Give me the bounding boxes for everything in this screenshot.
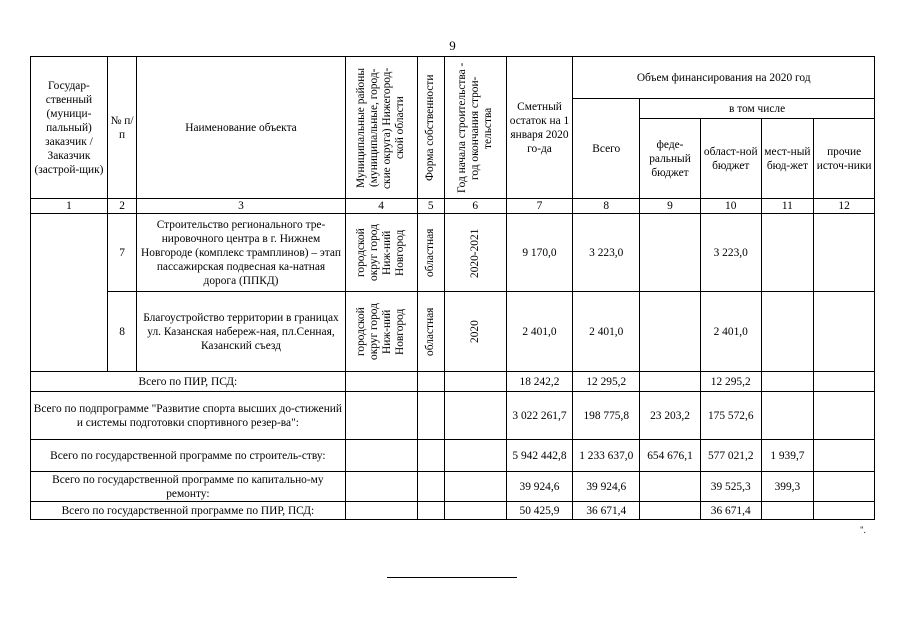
summary-total: 1 233 637,0 (573, 440, 640, 472)
summary-local (761, 502, 814, 520)
summary-rest: 18 242,2 (506, 372, 573, 392)
page-number: 9 (449, 38, 456, 53)
colnum: 7 (506, 199, 573, 214)
summary-total: 12 295,2 (573, 372, 640, 392)
summary-row (31, 440, 875, 472)
funding-total: 3 223,0 (573, 214, 640, 292)
funding-other (814, 214, 875, 292)
summary-label: Всего по ПИР, ПСД: (31, 372, 346, 392)
summary-row (31, 372, 875, 392)
summary-regional: 12 295,2 (700, 372, 761, 392)
header-local: мест-ный бюд-жет (761, 119, 814, 199)
header-other: прочие источ-ники (814, 119, 875, 199)
summary-local (761, 392, 814, 440)
summary-other (814, 392, 875, 440)
funding-local (761, 292, 814, 372)
financing-table (30, 56, 875, 520)
funding-other (814, 292, 875, 372)
funding-local (761, 214, 814, 292)
header-total: Всего (573, 99, 640, 199)
summary-regional: 36 671,4 (700, 502, 761, 520)
header-federal: феде-ральный бюджет (640, 119, 701, 199)
end-rule (387, 577, 517, 578)
header-row-1 (31, 57, 875, 99)
object-name: Строительство регионального тре-нировочного центра в г. Нижнем Новгороде (комплекс трамплинов) – этап пассажирская подвесная ка-натная дорога (ППКД) (137, 214, 345, 292)
table-row (31, 214, 875, 292)
table-row (31, 292, 875, 372)
header-estimate-rest: Сметный остаток на 1 января 2020 го-да (506, 57, 573, 199)
district: городской округ город Ниж-ний Новгород (345, 292, 417, 372)
header-regional: област-ной бюджет (700, 119, 761, 199)
header-ownership: Форма собственности (417, 57, 444, 199)
summary-rest: 5 942 442,8 (506, 440, 573, 472)
row-number: 8 (107, 292, 136, 372)
colnum: 2 (107, 199, 136, 214)
summary-local (761, 372, 814, 392)
header-number: № п/п (107, 57, 136, 199)
summary-total: 39 924,6 (573, 472, 640, 502)
closing-quote: ". (860, 525, 866, 535)
estimate-rest: 2 401,0 (506, 292, 573, 372)
header-funding: Объем финансирования на 2020 год (573, 57, 875, 99)
summary-federal (640, 502, 701, 520)
funding-regional: 3 223,0 (700, 214, 761, 292)
summary-rest: 3 022 261,7 (506, 392, 573, 440)
row-number: 7 (107, 214, 136, 292)
object-name: Благоустройство территории в границах ул. Казанская набереж-ная, пл.Сенная, Казанский съезд (137, 292, 345, 372)
column-number-row (31, 199, 875, 214)
ownership-form: областная (417, 292, 444, 372)
summary-other (814, 440, 875, 472)
summary-regional: 577 021,2 (700, 440, 761, 472)
summary-federal: 654 676,1 (640, 440, 701, 472)
summary-local: 1 939,7 (761, 440, 814, 472)
funding-total: 2 401,0 (573, 292, 640, 372)
summary-label: Всего по государственной программе по строитель-ству: (31, 440, 346, 472)
summary-other (814, 472, 875, 502)
summary-rest: 50 425,9 (506, 502, 573, 520)
summary-federal: 23 203,2 (640, 392, 701, 440)
summary-label: Всего по государственной программе по капитально-му ремонту: (31, 472, 346, 502)
customer-cell (31, 214, 108, 372)
colnum: 5 (417, 199, 444, 214)
colnum: 8 (573, 199, 640, 214)
district: городской округ город Ниж-ний Новгород (345, 214, 417, 292)
construction-years: 2020 (444, 292, 506, 372)
funding-federal (640, 214, 701, 292)
funding-regional: 2 401,0 (700, 292, 761, 372)
summary-regional: 175 572,6 (700, 392, 761, 440)
summary-federal (640, 372, 701, 392)
summary-row (31, 472, 875, 502)
header-district: Муниципальные районы (муниципальные, город-ские округа) Нижегород-ской области (345, 57, 417, 199)
summary-total: 36 671,4 (573, 502, 640, 520)
colnum: 11 (761, 199, 814, 214)
header-including: в том числе (640, 99, 875, 119)
header-object-name: Наименование объекта (137, 57, 345, 199)
estimate-rest: 9 170,0 (506, 214, 573, 292)
summary-total: 198 775,8 (573, 392, 640, 440)
colnum: 1 (31, 199, 108, 214)
summary-other (814, 502, 875, 520)
summary-label: Всего по подпрограмме "Развитие спорта высших до-стижений и системы подготовки спортивного резер-ва": (31, 392, 346, 440)
colnum: 3 (137, 199, 345, 214)
colnum: 4 (345, 199, 417, 214)
summary-local: 399,3 (761, 472, 814, 502)
summary-row (31, 392, 875, 440)
summary-label: Всего по государственной программе по ПИР, ПСД: (31, 502, 346, 520)
summary-federal (640, 472, 701, 502)
summary-other (814, 372, 875, 392)
summary-row (31, 502, 875, 520)
colnum: 12 (814, 199, 875, 214)
funding-federal (640, 292, 701, 372)
header-years: Год начала строительства - год окончания строи-тельства (444, 57, 506, 199)
header-customer: Государ-ственный (муници-пальный) заказчик / Заказчик (застрой-щик) (31, 57, 108, 199)
ownership-form: областная (417, 214, 444, 292)
summary-rest: 39 924,6 (506, 472, 573, 502)
colnum: 9 (640, 199, 701, 214)
construction-years: 2020-2021 (444, 214, 506, 292)
colnum: 6 (444, 199, 506, 214)
summary-regional: 39 525,3 (700, 472, 761, 502)
colnum: 10 (700, 199, 761, 214)
